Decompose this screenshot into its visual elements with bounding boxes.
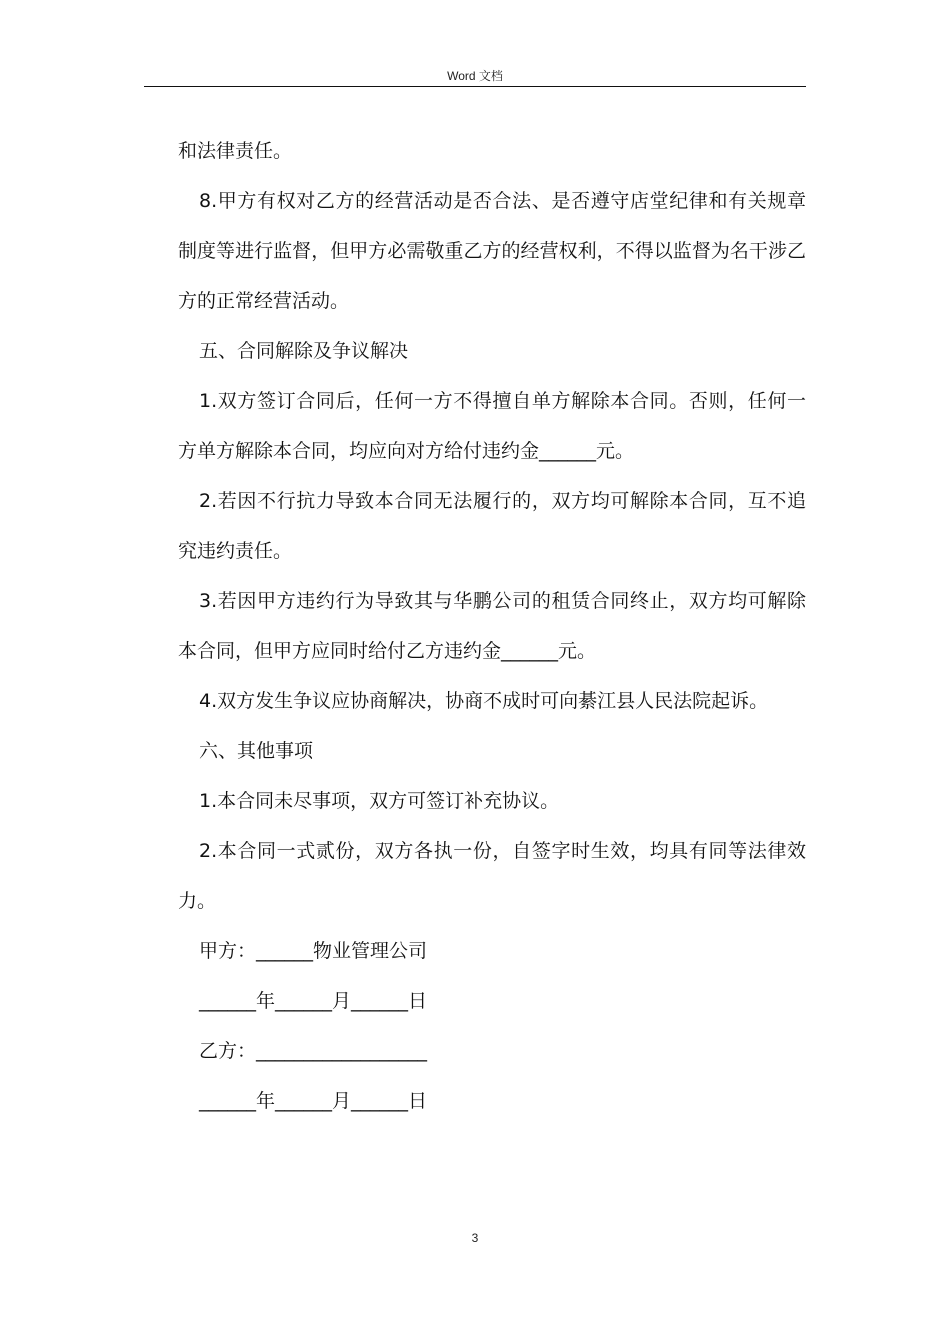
party-b-signature-line: 乙方：__________________: [199, 1040, 428, 1062]
clause-5-4: 4.双方发生争议应协商解决，协商不成时可向綦江县人民法院起诉。: [199, 690, 769, 712]
clause-8: 8.甲方有权对乙方的经营活动是否合法、是否遵守店堂纪律和有关规章制度等进行监督，但甲方必需敬重乙方的经营权利，不得以监督为名干涉乙方的正常经营活动。: [178, 190, 806, 312]
clause-5-1: 1.双方签订合同后，任何一方不得擅自单方解除本合同。否则，任何一方单方解除本合同，均应向对方给付违约金______元。: [178, 390, 806, 462]
clause-5-2: 2.若因不行抗力导致本合同无法履行的，双方均可解除本合同，互不追究违约责任。: [178, 490, 806, 562]
party-b-date-line: ______年______月______日: [199, 1090, 428, 1112]
section-heading-6: 六、其他事项: [199, 740, 314, 762]
section-heading-5: 五、合同解除及争议解决: [199, 340, 409, 362]
document-body: [178, 126, 806, 1126]
page-number: 3: [471, 1231, 479, 1245]
clause-6-2: 2.本合同一式贰份，双方各执一份，自签字时生效，均具有同等法律效力。: [178, 840, 806, 912]
party-a-date-line: ______年______月______日: [199, 990, 428, 1012]
header-divider: [144, 86, 806, 87]
paragraph-continuation: 和法律责任。: [178, 140, 293, 162]
clause-6-1: 1.本合同未尽事项，双方可签订补充协议。: [199, 790, 560, 812]
clause-5-3: 3.若因甲方违约行为导致其与华鹏公司的租赁合同终止，双方均可解除本合同，但甲方应同时给付乙方违约金______元。: [178, 590, 806, 662]
document-header-title: Word 文档: [447, 69, 503, 83]
party-a-signature-line: 甲方：______物业管理公司: [199, 940, 428, 962]
